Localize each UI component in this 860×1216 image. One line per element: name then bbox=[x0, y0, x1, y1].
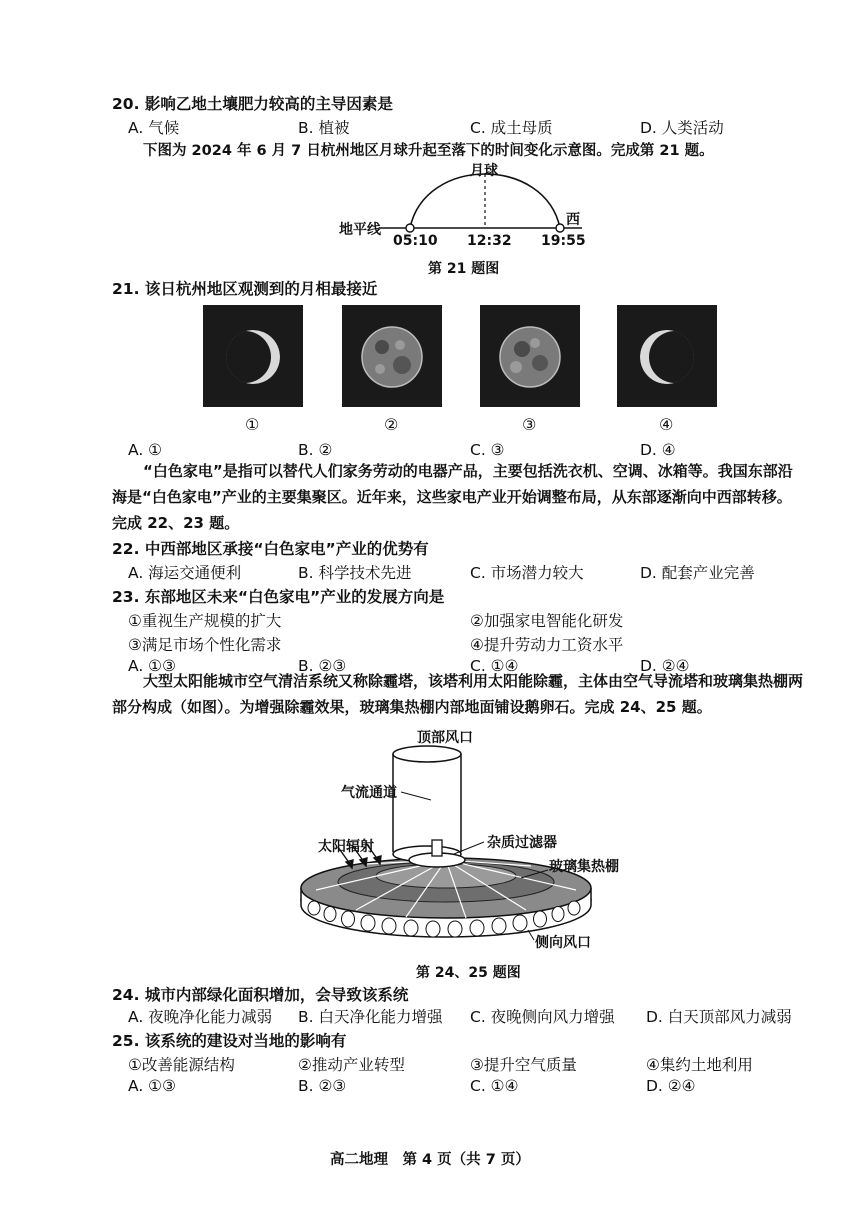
q24-intro-line-2: 部分构成（如图）。为增强除霾效果，玻璃集热棚内部地面铺设鹅卵石。完成 24、25 题。 bbox=[112, 698, 712, 716]
fig21-mid-time: 12:32 bbox=[467, 233, 512, 249]
q22-option-d: D. 配套产业完善 bbox=[640, 564, 755, 582]
q23-item-1: ①重视生产规模的扩大 bbox=[128, 612, 282, 630]
fig21-west-label: 西 bbox=[566, 212, 580, 228]
q24-option-a: A. 夜晚净化能力减弱 bbox=[128, 1008, 273, 1026]
q23-item-3: ③满足市场个性化需求 bbox=[128, 636, 282, 654]
q21-option-b: B. ② bbox=[298, 441, 333, 459]
fig24-caption: 第 24、25 题图 bbox=[416, 965, 521, 981]
moon-phase-image-3 bbox=[480, 305, 580, 407]
moon-phase-image-1 bbox=[203, 305, 303, 407]
fig21-set-time: 19:55 bbox=[541, 233, 586, 249]
q21-option-a: A. ① bbox=[128, 441, 163, 459]
q25-item-1: ①改善能源结构 bbox=[128, 1056, 235, 1074]
moon-image-label-2: ② bbox=[384, 415, 399, 434]
q20-option-b: B. 植被 bbox=[298, 119, 350, 137]
fig24-side-vent-label: 侧向风口 bbox=[535, 935, 591, 951]
q25-item-4: ④集约土地利用 bbox=[646, 1056, 753, 1074]
moon-image-label-4: ④ bbox=[659, 415, 674, 434]
q25-option-b: B. ②③ bbox=[298, 1077, 347, 1095]
fig24-filter-label: 杂质过滤器 bbox=[487, 835, 557, 851]
q25-item-2: ②推动产业转型 bbox=[298, 1056, 405, 1074]
question-23-stem: 23. 东部地区未来“白色家电”产业的发展方向是 bbox=[112, 588, 445, 606]
q23-option-d: D. ②④ bbox=[640, 657, 690, 675]
question-25-stem: 25. 该系统的建设对当地的影响有 bbox=[112, 1032, 347, 1050]
question-21-stem: 21. 该日杭州地区观测到的月相最接近 bbox=[112, 280, 378, 298]
q23-option-c: C. ①④ bbox=[470, 657, 519, 675]
q22-option-c: C. 市场潜力较大 bbox=[470, 564, 584, 582]
fig24-top-vent-label: 顶部风口 bbox=[417, 730, 473, 746]
q23-option-a: A. ①③ bbox=[128, 657, 176, 675]
q21-option-d: D. ④ bbox=[640, 441, 676, 459]
q22-option-a: A. 海运交通便利 bbox=[128, 564, 242, 582]
q22-intro-line-2: 海是“白色家电”产业的主要集聚区。近年来，这些家电产业开始调整布局，从东部逐渐向中西部转移。 bbox=[112, 488, 792, 506]
fig24-solar-label: 太阳辐射 bbox=[318, 839, 374, 855]
q25-option-d: D. ②④ bbox=[646, 1077, 696, 1095]
question-20-stem: 20. 影响乙地土壤肥力较高的主导因素是 bbox=[112, 95, 393, 113]
q22-intro-line-1: “白色家电”是指可以替代人们家务劳动的电器产品，主要包括洗衣机、空调、冰箱等。我国东部沿 bbox=[143, 462, 793, 480]
fig21-moon-label: 月球 bbox=[470, 163, 498, 179]
fig24-airflow-label: 气流通道 bbox=[341, 785, 397, 801]
q23-item-2: ②加强家电智能化研发 bbox=[470, 612, 624, 630]
q25-option-c: C. ①④ bbox=[470, 1077, 519, 1095]
q20-option-a: A. 气候 bbox=[128, 119, 180, 137]
moon-image-label-3: ③ bbox=[522, 415, 537, 434]
fig24-greenhouse-label: 玻璃集热棚 bbox=[549, 859, 619, 875]
q24-option-c: C. 夜晚侧向风力增强 bbox=[470, 1008, 615, 1026]
q20-option-d: D. 人类活动 bbox=[640, 119, 724, 137]
q21-intro: 下图为 2024 年 6 月 7 日杭州地区月球升起至落下的时间变化示意图。完成第 21 题。 bbox=[143, 143, 714, 159]
q24-option-d: D. 白天顶部风力减弱 bbox=[646, 1008, 792, 1026]
question-22-stem: 22. 中西部地区承接“白色家电”产业的优势有 bbox=[112, 540, 429, 558]
fig21-caption: 第 21 题图 bbox=[428, 261, 500, 277]
question-24-stem: 24. 城市内部绿化面积增加，会导致该系统 bbox=[112, 986, 409, 1004]
page-footer: 高二地理 第 4 页（共 7 页） bbox=[330, 1152, 530, 1168]
q23-option-b: B. ②③ bbox=[298, 657, 347, 675]
moon-phase-image-2 bbox=[342, 305, 442, 407]
q24-option-b: B. 白天净化能力增强 bbox=[298, 1008, 443, 1026]
q24-intro-line-1: 大型太阳能城市空气清洁系统又称除霾塔，该塔利用太阳能除霾，主体由空气导流塔和玻璃集热棚两 bbox=[143, 672, 804, 690]
q25-option-a: A. ①③ bbox=[128, 1077, 176, 1095]
q23-item-4: ④提升劳动力工资水平 bbox=[470, 636, 624, 654]
fig21-rise-time: 05:10 bbox=[393, 233, 438, 249]
moon-phase-image-4 bbox=[617, 305, 717, 407]
moonset-point bbox=[556, 224, 564, 232]
q20-option-c: C. 成土母质 bbox=[470, 119, 553, 137]
moonrise-point bbox=[406, 224, 414, 232]
moon-image-label-1: ① bbox=[245, 415, 260, 434]
q22-intro-line-3: 完成 22、23 题。 bbox=[112, 514, 240, 532]
q25-item-3: ③提升空气质量 bbox=[470, 1056, 577, 1074]
fig21-horizon-label: 地平线 bbox=[339, 222, 381, 238]
q22-option-b: B. 科学技术先进 bbox=[298, 564, 412, 582]
tower-top-opening bbox=[393, 746, 461, 762]
q21-option-c: C. ③ bbox=[470, 441, 505, 459]
